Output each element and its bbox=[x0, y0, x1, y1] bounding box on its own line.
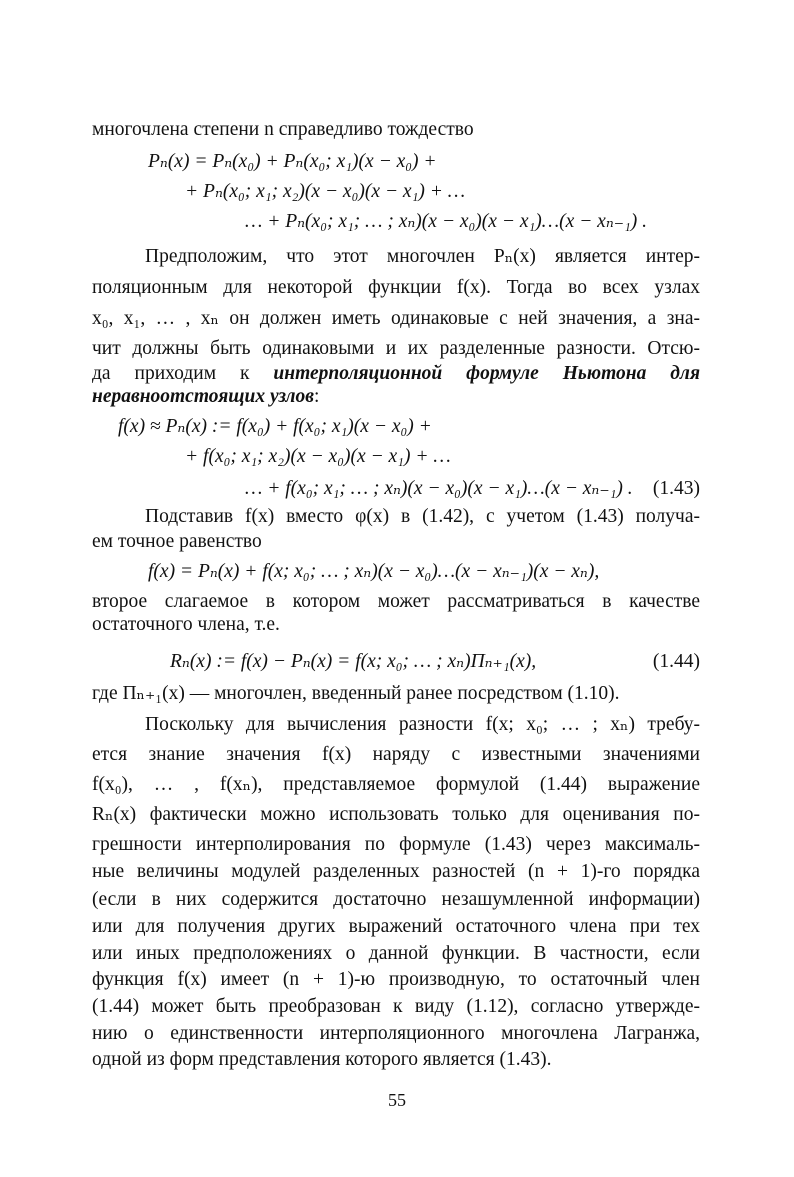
text-line: Предположим, что этот многочлен Pₙ(x) является интер- bbox=[145, 246, 700, 267]
text-line: чит должны быть одинаковыми и их разделенные разности. Отсю- bbox=[92, 338, 700, 359]
text-line: грешности интерполирования по формуле (1.43) через максималь- bbox=[92, 834, 700, 855]
text-line: остаточного члена, т.е. bbox=[92, 614, 280, 635]
text-line: ем точное равенство bbox=[92, 531, 262, 552]
formula: Rₙ(x) := f(x) − Pₙ(x) = f(x; x₀; … ; xₙ)Πₙ₊₁(x), bbox=[170, 651, 537, 672]
text-line bbox=[92, 385, 319, 409]
formula-line: Pₙ(x) = Pₙ(x₀) + Pₙ(x₀; x₁)(x − x₀) + bbox=[148, 151, 437, 172]
text-line: ется знание значения f(x) наряду с известными значениями bbox=[92, 744, 700, 765]
text-line: ные величины модулей разделенных разностей (n + 1)-го порядка bbox=[92, 861, 700, 882]
text-line: где Πₙ₊₁(x) — многочлен, введенный ранее посредством (1.10). bbox=[92, 683, 620, 704]
text-line: функция f(x) имеет (n + 1)-ю производную, то остаточный член bbox=[92, 969, 700, 990]
formula-line: + Pₙ(x₀; x₁; x₂)(x − x₀)(x − x₁) + … bbox=[185, 181, 466, 202]
text-line bbox=[92, 362, 700, 386]
formula-line: … + Pₙ(x₀; x₁; … ; xₙ)(x − x₀)(x − x₁)…(x − xₙ₋₁) . bbox=[245, 211, 648, 232]
text-line: (если в них содержится достаточно незашумленной информации) bbox=[92, 889, 700, 910]
formula-line: f(x) ≈ Pₙ(x) := f(x₀) + f(x₀; x₁)(x − x₀) + bbox=[118, 416, 432, 437]
formula-line: + f(x₀; x₁; x₂)(x − x₀)(x − x₁) + … bbox=[185, 446, 451, 467]
formula-line bbox=[170, 650, 700, 674]
text-line: x₀, x₁, … , xₙ он должен иметь одинаковые с ней значения, а зна- bbox=[92, 308, 700, 329]
text-line: (1.44) может быть преобразован к виду (1.12), согласно утвержде- bbox=[92, 996, 700, 1017]
formula-line bbox=[245, 477, 700, 501]
text-line: Rₙ(x) фактически можно использовать только для оценивания по- bbox=[92, 804, 700, 825]
emphasized-term: неравноотстоящих узлов bbox=[92, 386, 314, 407]
formula: … + f(x₀; x₁; … ; xₙ)(x − x₀)(x − x₁)…(x − xₙ₋₁) . bbox=[245, 478, 633, 499]
text-line: Подставив f(x) вместо φ(x) в (1.42), с учетом (1.43) получа- bbox=[145, 506, 700, 527]
text-line: многочлена степени n справедливо тождество bbox=[92, 119, 474, 140]
text-line: или для получения других выражений остаточного члена при тех bbox=[92, 916, 700, 937]
text-line: Поскольку для вычисления разности f(x; x₀; … ; xₙ) требу- bbox=[145, 714, 700, 735]
equation-number: (1.44) bbox=[652, 651, 700, 672]
emphasized-term: интерполяционной формуле Ньютона для bbox=[273, 363, 700, 384]
text-line: f(x₀), … , f(xₙ), представляемое формулой (1.44) выражение bbox=[92, 774, 700, 795]
text-line: одной из форм представления которого является (1.43). bbox=[92, 1049, 552, 1070]
text-line: поляционным для некоторой функции f(x). Тогда во всех узлах bbox=[92, 277, 700, 298]
text-line: или иных предположениях о данной функции. В частности, если bbox=[92, 943, 700, 964]
formula-line: f(x) = Pₙ(x) + f(x; x₀; … ; xₙ)(x − x₀)…(x − xₙ₋₁)(x − xₙ), bbox=[148, 561, 600, 582]
text-line: нию о единственности интерполяционного многочлена Лагранжа, bbox=[92, 1023, 700, 1044]
text: : bbox=[314, 386, 320, 407]
equation-number: (1.43) bbox=[652, 478, 700, 499]
text: да приходим к bbox=[92, 363, 250, 384]
page-number: 55 bbox=[388, 1090, 406, 1110]
text-line: второе слагаемое в котором может рассматриваться в качестве bbox=[92, 591, 700, 612]
